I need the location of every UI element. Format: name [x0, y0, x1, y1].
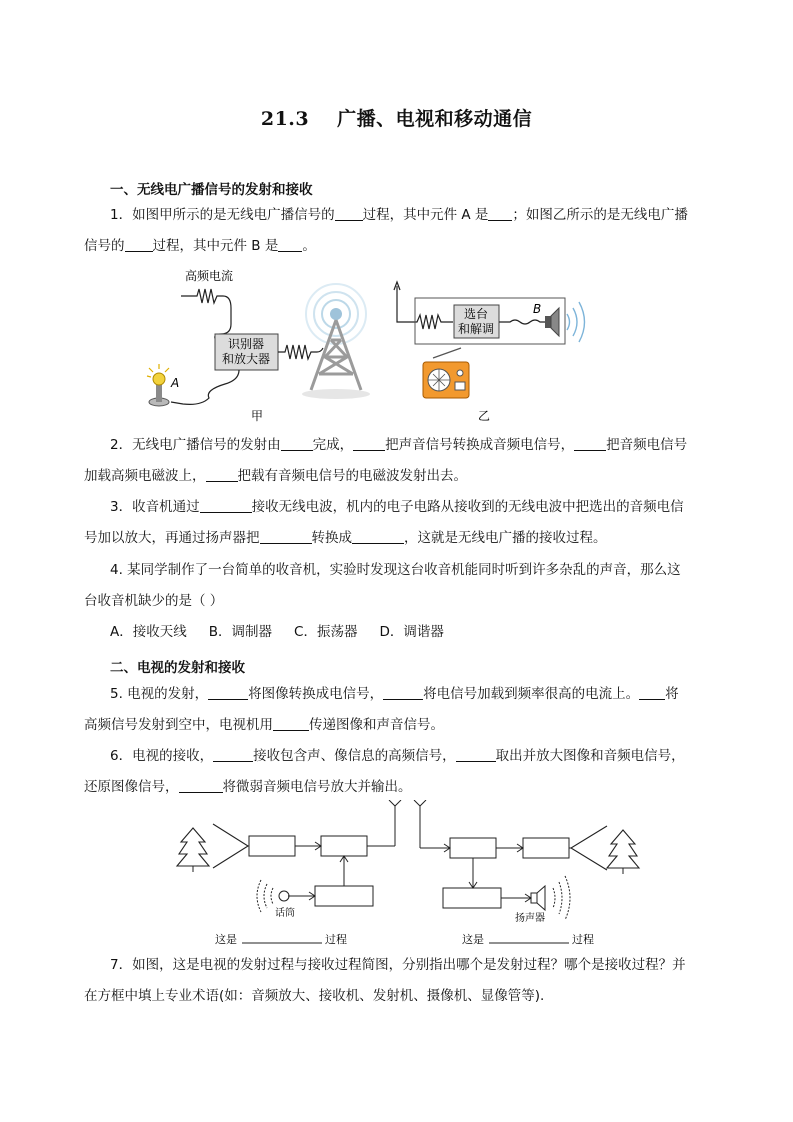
blank[interactable] [273, 716, 309, 731]
blank[interactable] [200, 498, 252, 513]
label-a: A [171, 376, 180, 390]
option-b[interactable]: B．调制器 [208, 624, 273, 640]
option-c[interactable]: C．振荡器 [294, 624, 358, 640]
transmission-tower-icon [302, 284, 370, 399]
svg-text:选台: 选台 [463, 307, 489, 321]
blank-box[interactable] [523, 838, 569, 858]
option-a[interactable]: A．接收天线 [110, 624, 187, 640]
blank[interactable] [456, 747, 496, 762]
svg-text:这是: 这是 [462, 933, 484, 946]
title-number: 21.3 [260, 108, 310, 130]
q5-line2: 高频信号发射到空中，电视机用 传递图像和声音信号。 [84, 717, 444, 733]
q5-line1: 5. 电视的发射， 将图像转换成电信号， 将电信号加载到频率很高的电流上。 将 [110, 686, 679, 702]
blank[interactable] [353, 436, 385, 451]
q3-line2: 号加以放大，再通过扬声器把 转换成 ，这就是无线电广播的接收过程。 [84, 530, 607, 546]
q7-line2: 在方框中填上专业术语(如：音频放大、接收机、发射机、摄像机、显像管等). [84, 988, 545, 1004]
label-mic: 话筒 [275, 908, 295, 919]
caption-yi: 乙 [478, 409, 491, 423]
section-heading-1: 一、无线电广播信号的发射和接收 [110, 182, 313, 198]
title-text: 广播、电视和移动通信 [337, 108, 533, 130]
section-heading-2: 二、电视的发射和接收 [110, 660, 245, 676]
svg-text:识别器: 识别器 [227, 337, 265, 351]
blank[interactable] [383, 685, 423, 700]
blank[interactable] [278, 237, 302, 252]
blank[interactable] [206, 467, 238, 482]
q7-line1: 7．如图，这是电视的发射过程与接收过程简图，分别指出哪个是发射过程？哪个是接收过程？并 [110, 957, 686, 973]
blank-box[interactable] [443, 888, 501, 908]
svg-text:过程: 过程 [572, 933, 594, 946]
blank[interactable] [213, 747, 253, 762]
q2-line1: 2．无线电广播信号的发射由 完成， 把声音信号转换成音频电信号， 把音频电信号 [110, 437, 688, 453]
q4-line2: 台收音机缺少的是（ ） [84, 593, 224, 609]
blank[interactable] [125, 237, 153, 252]
tree-icon [607, 830, 639, 874]
q6-line2: 还原图像信号， 将微弱音频电信号放大并输出。 [84, 779, 412, 795]
blank[interactable] [639, 685, 665, 700]
svg-text:过程: 过程 [325, 933, 347, 946]
blank[interactable] [352, 529, 404, 544]
picture-tube-cone [571, 826, 607, 870]
svg-text:和解调: 和解调 [457, 322, 495, 336]
blank-box[interactable] [249, 836, 295, 856]
blank[interactable] [574, 436, 606, 451]
antenna-icon [414, 800, 426, 806]
q4-line1: 4. 某同学制作了一台简单的收音机，实验时发现这台收音机能同时听到许多杂乱的声音，那么这 [110, 562, 681, 578]
q6-line1: 6．电视的接收， 接收包含声、像信息的高频信号， 取出并放大图像和音频电信号， [110, 748, 685, 764]
label-high-freq-current: 高频电流 [185, 269, 234, 283]
blank[interactable] [488, 206, 512, 221]
q1-line1: 1．如图甲所示的是无线电广播信号的 过程，其中元件 A 是 ；如图乙所示的是无线电广播 [110, 207, 688, 223]
zigzag-signal [278, 345, 323, 359]
blank[interactable] [179, 778, 223, 793]
svg-text:和放大器: 和放大器 [221, 352, 271, 366]
label-b: B [533, 302, 542, 316]
blank[interactable] [208, 685, 248, 700]
page-title [0, 104, 793, 131]
blank[interactable] [335, 206, 363, 221]
q4-options [110, 617, 444, 648]
radio-icon [423, 348, 469, 398]
tree-icon [177, 828, 209, 872]
blank-box[interactable] [315, 886, 373, 906]
caption-jia: 甲 [251, 409, 264, 423]
blank-box[interactable] [321, 836, 367, 856]
blank[interactable] [281, 436, 313, 451]
label-speaker: 扬声器 [515, 913, 545, 924]
q3-line1: 3．收音机通过 接收无线电波，机内的电子电路从接收到的无线电波中把选出的音频电信 [110, 499, 684, 515]
blank-box[interactable] [450, 838, 496, 858]
option-d[interactable]: D．调谐器 [379, 624, 444, 640]
figure-broadcast [135, 262, 605, 428]
svg-text:这是: 这是 [215, 933, 237, 946]
camera-lens-cone [213, 824, 248, 868]
antenna-wire [397, 286, 453, 329]
q2-line2: 加载高频电磁波上， 把载有音频电信号的电磁波发射出去。 [84, 468, 467, 484]
q1-line2: 信号的 过程，其中元件 B 是 。 [84, 238, 316, 254]
blank[interactable] [260, 529, 312, 544]
antenna-icon [389, 800, 401, 806]
figure-tv-system [175, 800, 645, 948]
